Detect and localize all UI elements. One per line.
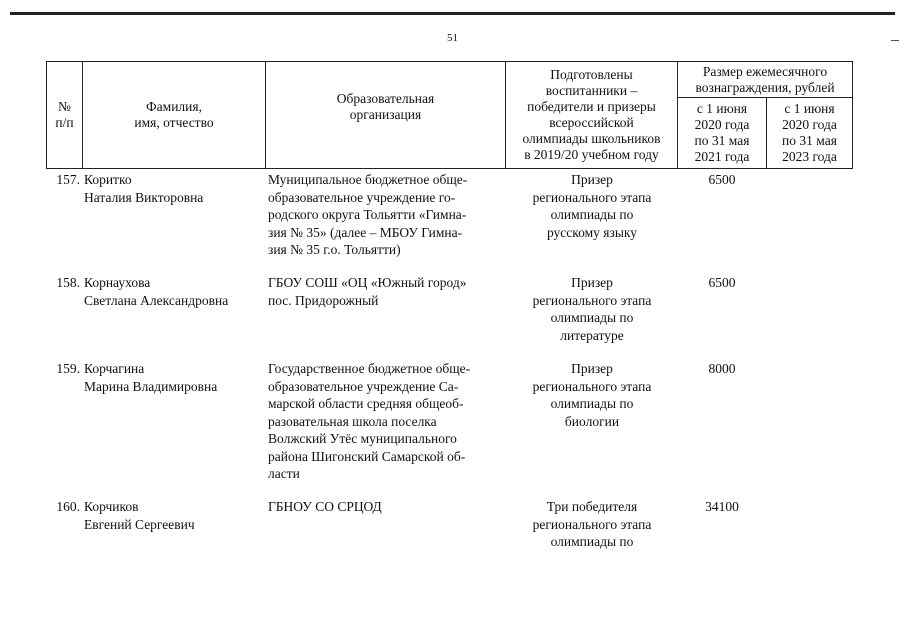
header-period-2023: с 1 июня 2020 года по 31 мая 2023 года — [782, 101, 837, 164]
header-name: Фамилия, имя, отчество — [134, 99, 214, 130]
achievement: Три победителя регионального этапа олимпиады по — [532, 499, 652, 549]
reward-amount: 8000 — [708, 361, 736, 376]
organization: ГБНОУ СО СРЦОД — [268, 499, 382, 514]
organization: ГБОУ СОШ «ОЦ «Южный город» пос. Придорожный — [268, 275, 467, 308]
achievement: Призер регионального этапа олимпиады по русскому языку — [532, 172, 652, 240]
row-number: 157. — [56, 172, 80, 187]
achievement: Призер регионального этапа олимпиады по литературе — [532, 275, 652, 343]
reward-amount: 6500 — [708, 275, 736, 290]
achievement: Призер регионального этапа олимпиады по биологии — [532, 361, 652, 429]
header-border-right — [852, 61, 853, 169]
person-name: Корчиков Евгений Сергеевич — [84, 499, 195, 532]
row-number: 159. — [56, 361, 80, 376]
row-number: 160. — [56, 499, 80, 514]
header-achievement: Подготовлены воспитанники – победители и призеры всероссийской олимпиады школьников в 2019/20 учебном году — [522, 67, 661, 162]
header-reward: Размер ежемесячного вознаграждения, рублей — [695, 63, 835, 95]
page-number: 51 — [447, 32, 458, 44]
reward-amount: 6500 — [708, 172, 736, 187]
organization: Государственное бюджетное обще- образовательное учреждение Са- марской области средняя общеоб- разовательная школа поселка Волжский Утёс муниципального района Шигонский Самарской об- ласти — [268, 361, 471, 481]
header-period-2021: с 1 июня 2020 года по 31 мая 2021 года — [694, 101, 750, 164]
organization: Муниципальное бюджетное обще- образовательное учреждение го- родского округа Тольятти «Гимна- зия № 35» (далее – МБОУ Гимна- зия № 35 г.о. Тольятти) — [268, 172, 468, 257]
person-name: Корнаухова Светлана Александровна — [84, 275, 229, 308]
header-no: № п/п — [55, 99, 74, 130]
person-name: Корчагина Марина Владимировна — [84, 361, 218, 394]
header-org: Образовательная организация — [336, 91, 435, 122]
top-rule — [10, 12, 895, 15]
person-name: Коритко Наталия Викторовна — [84, 172, 204, 205]
reward-amount: 34100 — [705, 499, 739, 514]
row-number: 158. — [56, 275, 80, 290]
header-border-bottom — [46, 168, 853, 169]
